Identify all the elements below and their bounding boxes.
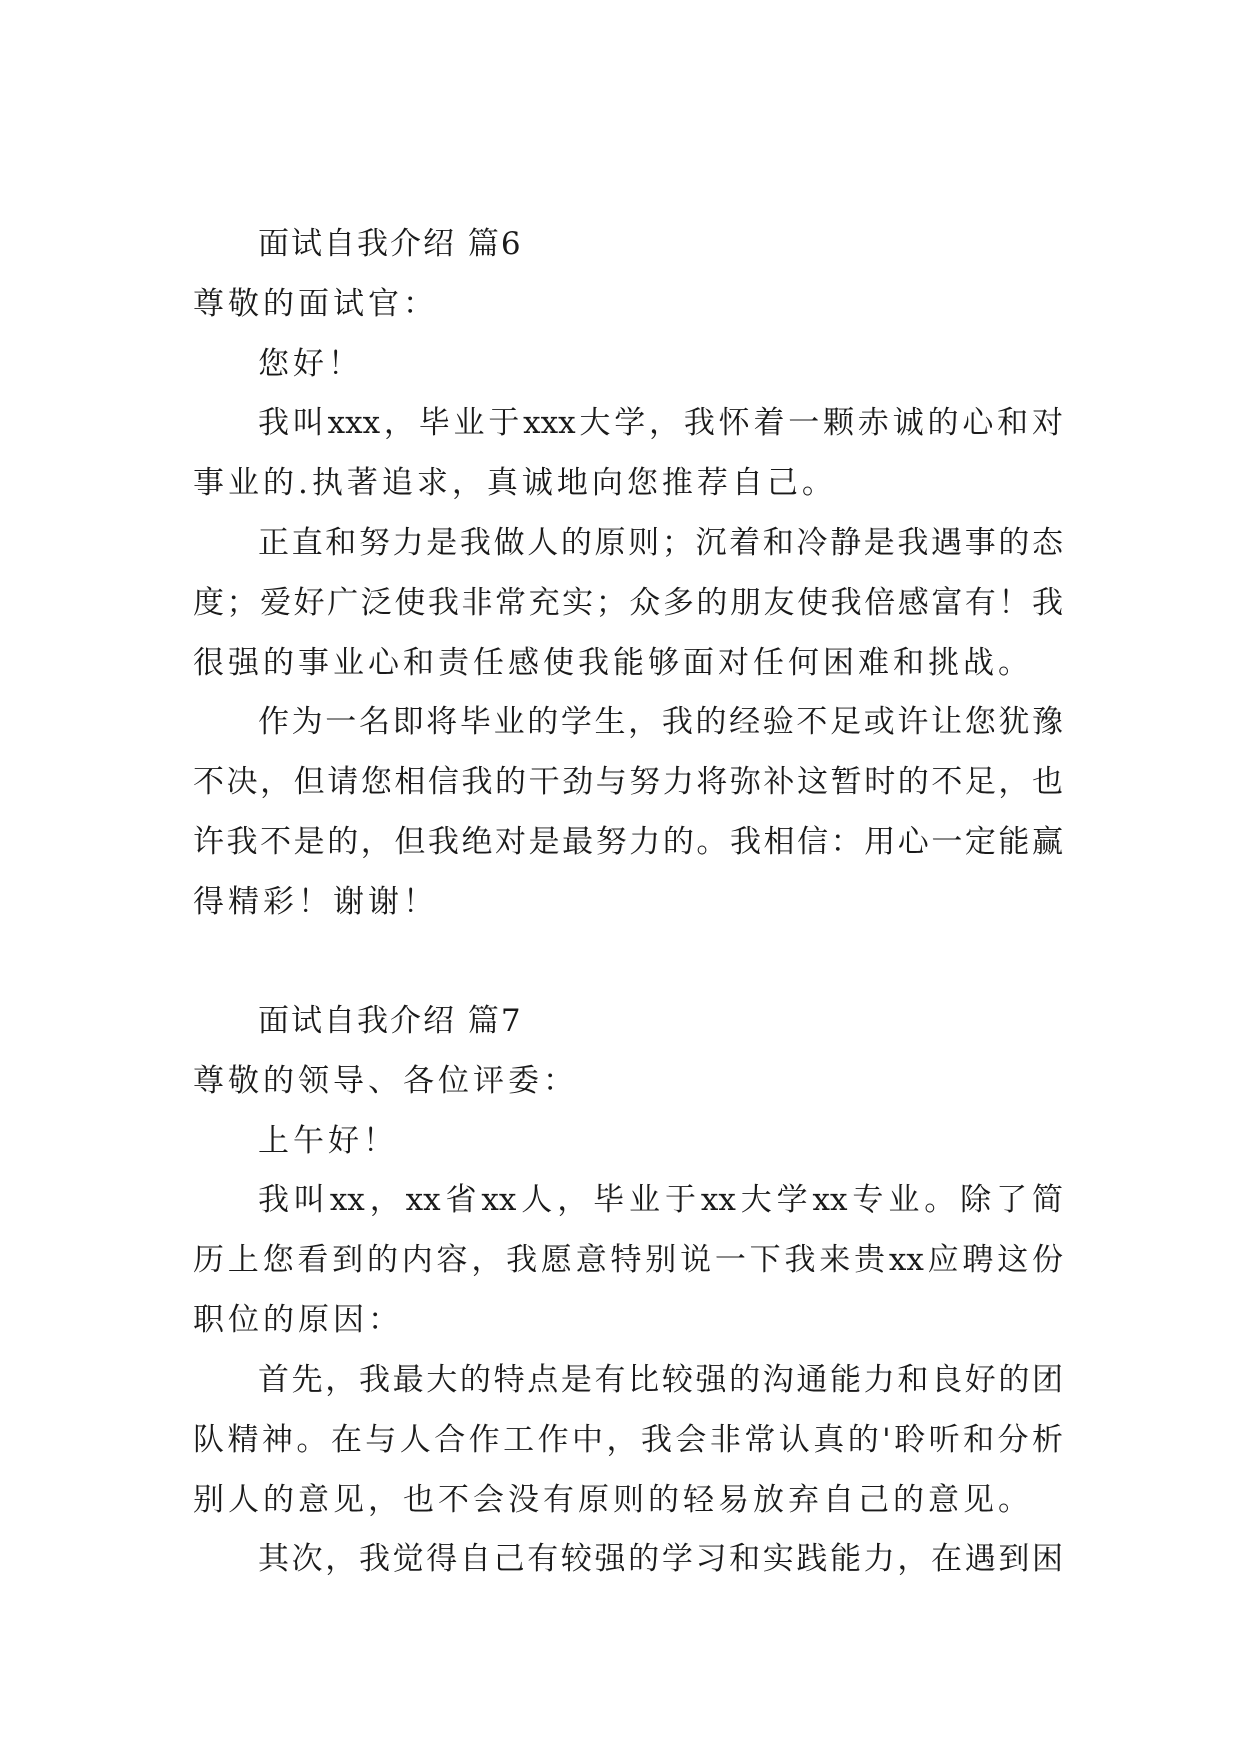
greeting: 您好！ [258,346,363,382]
paragraph-line: 许我不是的，但我绝对是最努力的。我相信：用心一定能赢 [193,824,1063,860]
paragraph-line: 得精彩！谢谢！ [193,884,438,920]
greeting: 上午好！ [258,1123,398,1159]
salutation: 尊敬的面试官： [193,286,438,322]
paragraph-line: 历上您看到的内容，我愿意特别说一下我来贵xx应聘这份 [193,1242,1063,1278]
paragraph-line: 别人的意见，也不会没有原则的轻易放弃自己的意见。 [193,1482,1033,1518]
paragraph-line: 首先，我最大的特点是有比较强的沟通能力和良好的团 [258,1362,1063,1398]
section-heading: 面试自我介绍 篇6 [258,226,523,262]
paragraph-line: 我叫xx，xx省xx人，毕业于xx大学xx专业。除了简 [258,1182,1063,1218]
paragraph-line: 职位的原因： [193,1302,403,1338]
paragraph-line: 队精神。在与人合作工作中，我会非常认真的'聆听和分析 [193,1422,1063,1458]
paragraph-line: 其次，我觉得自己有较强的学习和实践能力，在遇到困 [258,1541,1063,1577]
paragraph-line: 度；爱好广泛使我非常充实；众多的朋友使我倍感富有！我 [193,585,1063,621]
paragraph-line: 事业的.执著追求，真诚地向您推荐自己。 [193,465,837,501]
paragraph-line: 不决，但请您相信我的干劲与努力将弥补这暂时的不足，也 [193,764,1063,800]
paragraph-line: 我叫xxx，毕业于xxx大学，我怀着一颗赤诚的心和对 [258,405,1063,441]
salutation: 尊敬的领导、各位评委： [193,1063,578,1099]
section-heading: 面试自我介绍 篇7 [258,1003,523,1039]
paragraph-line: 正直和努力是我做人的原则；沉着和冷静是我遇事的态 [258,525,1063,561]
paragraph-line: 很强的事业心和责任感使我能够面对任何困难和挑战。 [193,645,1033,681]
paragraph-line: 作为一名即将毕业的学生，我的经验不足或许让您犹豫 [258,704,1063,740]
